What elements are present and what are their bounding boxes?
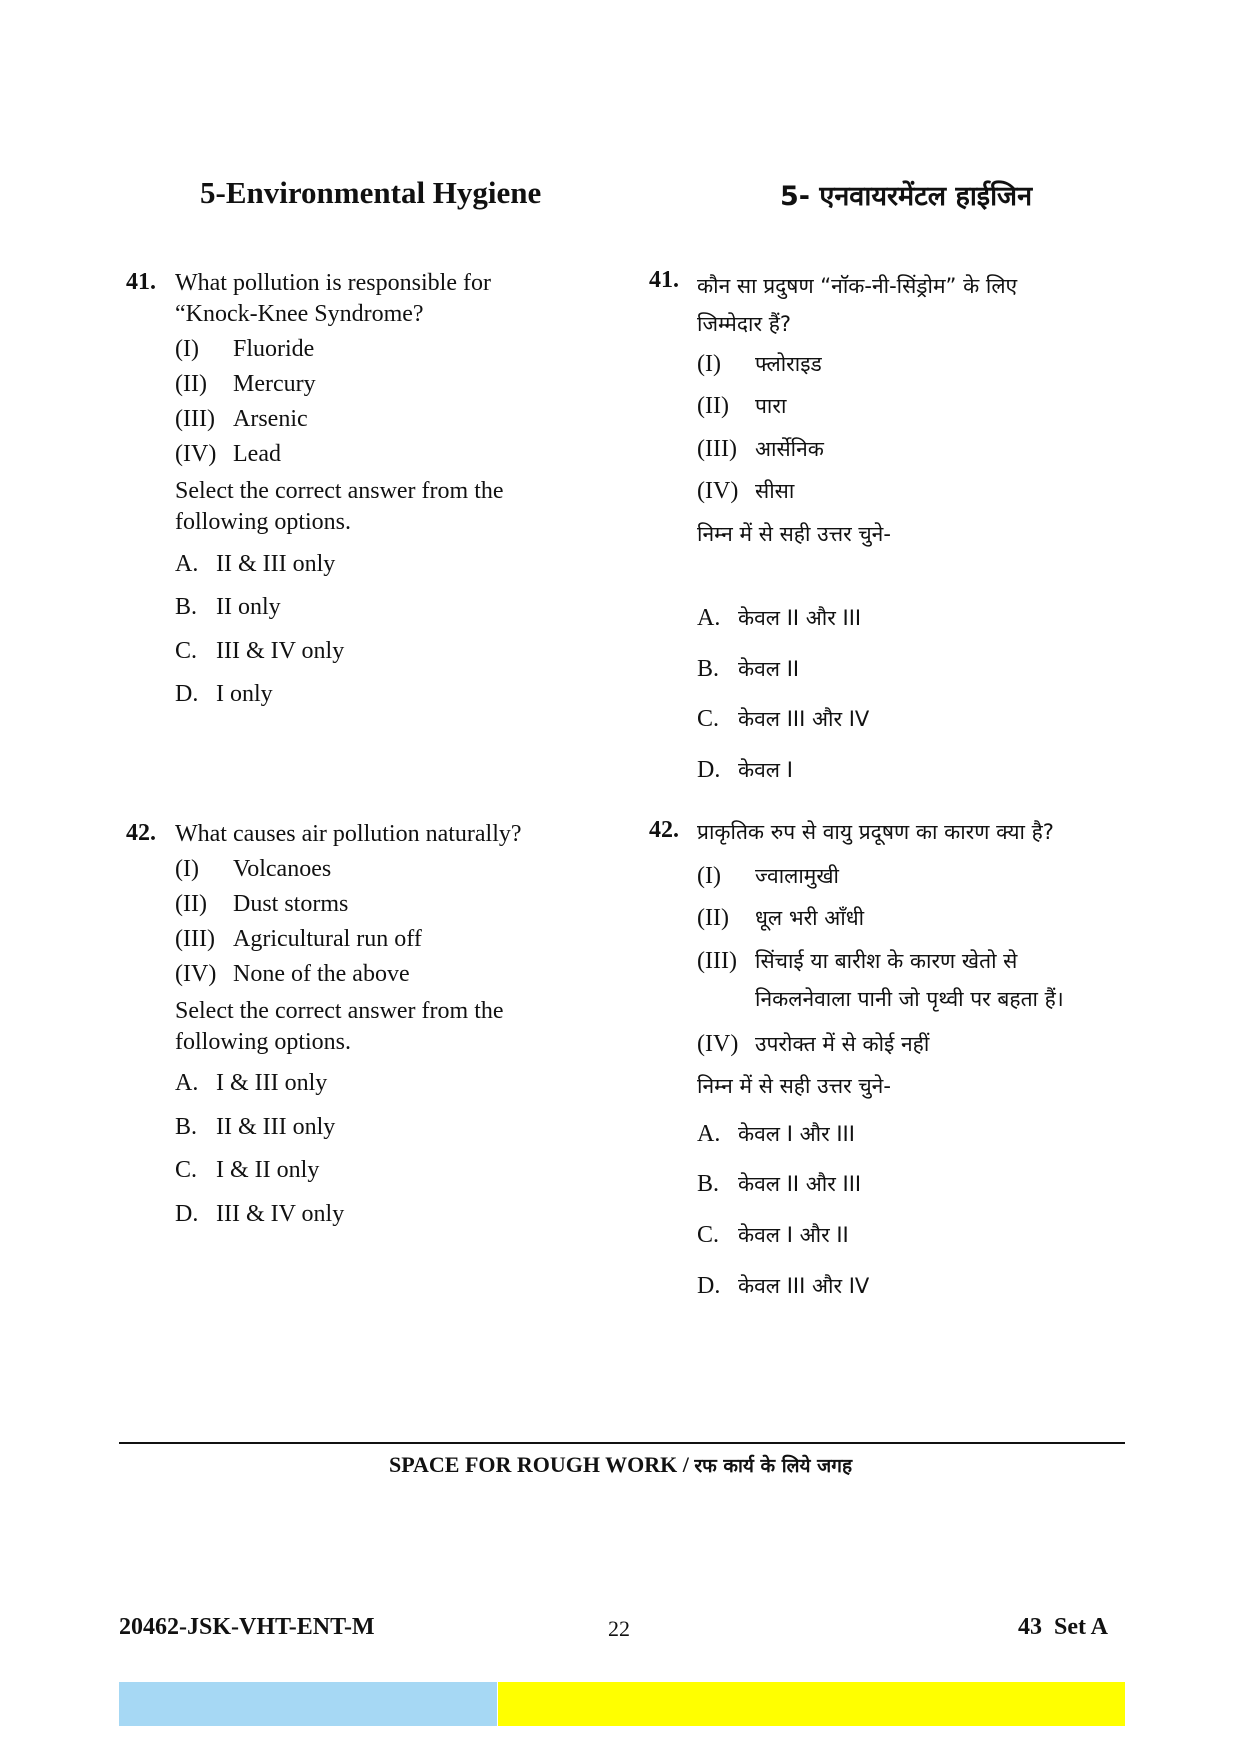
answer-choice: C. III & IV only — [175, 638, 345, 664]
option-item: (I) फ्लोराइड — [697, 351, 822, 377]
option-item: (III) Arsenic — [175, 406, 308, 432]
answer-choice: A. I & III only — [175, 1070, 328, 1096]
option-item: (IV) उपरोक्त में से कोई नहीं — [697, 1031, 930, 1057]
option-item: (I) Fluoride — [175, 336, 315, 362]
answer-choice: A. II & III only — [175, 551, 336, 577]
instruction-text: Select the correct answer from the following options. — [175, 478, 504, 535]
option-continuation: निकलनेवाला पानी जो पृथ्वी पर बहता हैं। — [755, 987, 1064, 1011]
question-text: कौन सा प्रदुषण “नॉक-नी-सिंड्रोम” के लिए जिम्मेदार हैं? — [697, 274, 1018, 336]
set-label: 43 Set A — [1018, 1614, 1108, 1640]
option-item: (IV) None of the above — [175, 961, 410, 987]
footer-bar-yellow — [498, 1682, 1125, 1726]
question-text: What causes air pollution naturally? — [175, 821, 522, 847]
instruction-text: Select the correct answer from the following options. — [175, 998, 504, 1055]
answer-choice: C. केवल III और IV — [697, 706, 870, 732]
section-heading-hindi: 5- एनवायरमेंटल हाईजिन — [780, 181, 1033, 212]
instruction-text: निम्न में से सही उत्तर चुने- — [697, 522, 891, 546]
option-item: (I) Volcanoes — [175, 856, 332, 882]
option-item: (IV) सीसा — [697, 478, 795, 504]
option-item: (II) Dust storms — [175, 891, 349, 917]
option-item: (II) पारा — [697, 393, 787, 419]
option-item: (IV) Lead — [175, 441, 281, 467]
option-item: (II) Mercury — [175, 371, 316, 397]
question-text: What pollution is responsible for “Knock-Knee Syndrome? — [175, 270, 491, 327]
question-number: 42. — [649, 817, 679, 843]
question-text: प्राकृतिक रुप से वायु प्रदूषण का कारण क्या है? — [697, 820, 1054, 844]
answer-choice: B. II only — [175, 594, 281, 620]
instruction-text: निम्न में से सही उत्तर चुने- — [697, 1074, 891, 1098]
answer-choice: A. केवल II और III — [697, 605, 862, 631]
answer-choice: C. I & II only — [175, 1157, 320, 1183]
rough-work-divider — [119, 1442, 1125, 1444]
footer-bar-blue — [119, 1682, 497, 1726]
answer-choice: D. I only — [175, 681, 273, 707]
answer-choice: B. II & III only — [175, 1114, 336, 1140]
option-item: (I) ज्वालामुखी — [697, 863, 839, 889]
paper-code: 20462-JSK-VHT-ENT-M — [119, 1614, 375, 1640]
answer-choice: D. केवल III और IV — [697, 1273, 870, 1299]
question-number: 41. — [649, 267, 679, 293]
option-item: (III) Agricultural run off — [175, 926, 422, 952]
option-item: (III) सिंचाई या बारीश के कारण खेतो से — [697, 948, 1018, 974]
option-item: (III) आर्सेनिक — [697, 436, 824, 462]
question-number: 42. — [126, 820, 156, 846]
answer-choice: C. केवल I और II — [697, 1222, 849, 1248]
answer-choice: D. III & IV only — [175, 1201, 345, 1227]
answer-choice: B. केवल II और III — [697, 1171, 862, 1197]
question-number: 41. — [126, 269, 156, 295]
rough-work-label: SPACE FOR ROUGH WORK / रफ कार्य के लिये जगह — [388, 1452, 853, 1477]
answer-choice: B. केवल II — [697, 656, 800, 682]
page-number: 22 — [608, 1616, 630, 1641]
answer-choice: A. केवल I और III — [697, 1121, 855, 1147]
option-item: (II) धूल भरी आँधी — [697, 905, 865, 931]
section-heading-english: 5-Environmental Hygiene — [200, 175, 542, 210]
answer-choice: D. केवल I — [697, 757, 793, 783]
